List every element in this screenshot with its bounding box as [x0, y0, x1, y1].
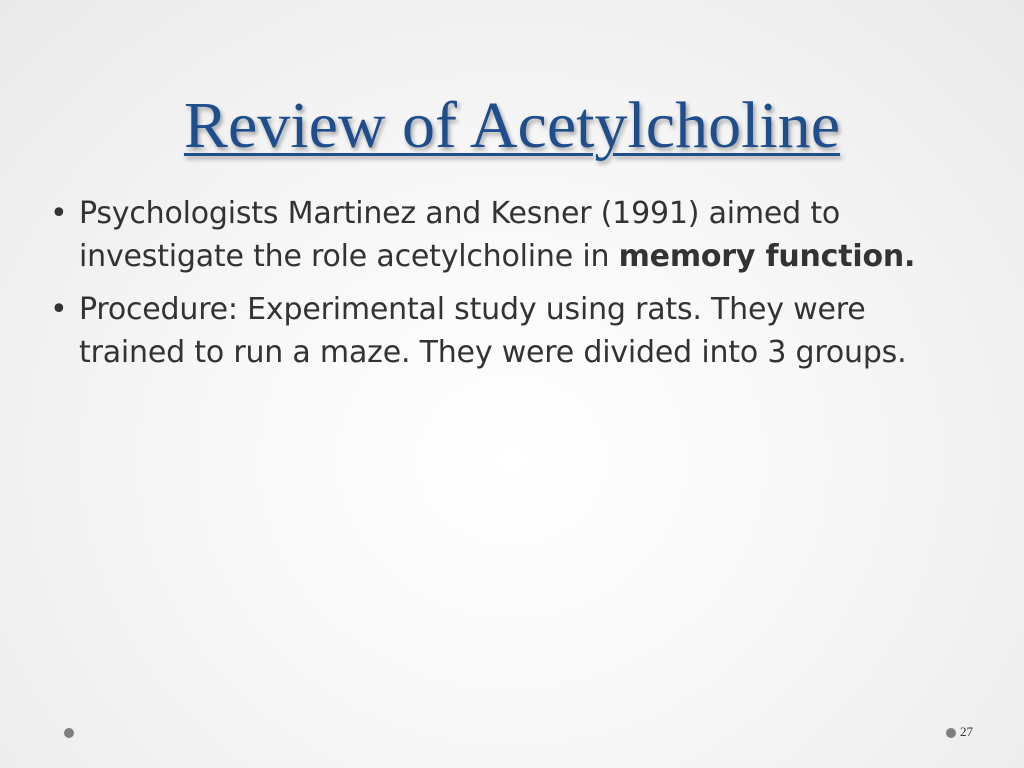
bullet-item: [50, 288, 980, 374]
bullet-item: [50, 192, 980, 278]
bullet-marker: •: [50, 292, 68, 327]
footer-left-dot: [64, 728, 74, 738]
page-number: 27: [960, 724, 973, 739]
footer-right-dot: [946, 728, 956, 738]
bullet-text: Procedure: Experimental study using rats. They were trained to run a maze. They were divided into 3 groups.: [79, 292, 907, 370]
slide-title: Review of Acetylcholine: [183, 89, 841, 162]
bullet-text: Psychologists Martinez and Kesner (1991) aimed to investigate the role acetylcholine in: [79, 196, 841, 274]
bullet-list: [50, 192, 980, 384]
bullet-marker: •: [50, 196, 68, 231]
bullet-bold-text: memory function.: [618, 239, 916, 274]
